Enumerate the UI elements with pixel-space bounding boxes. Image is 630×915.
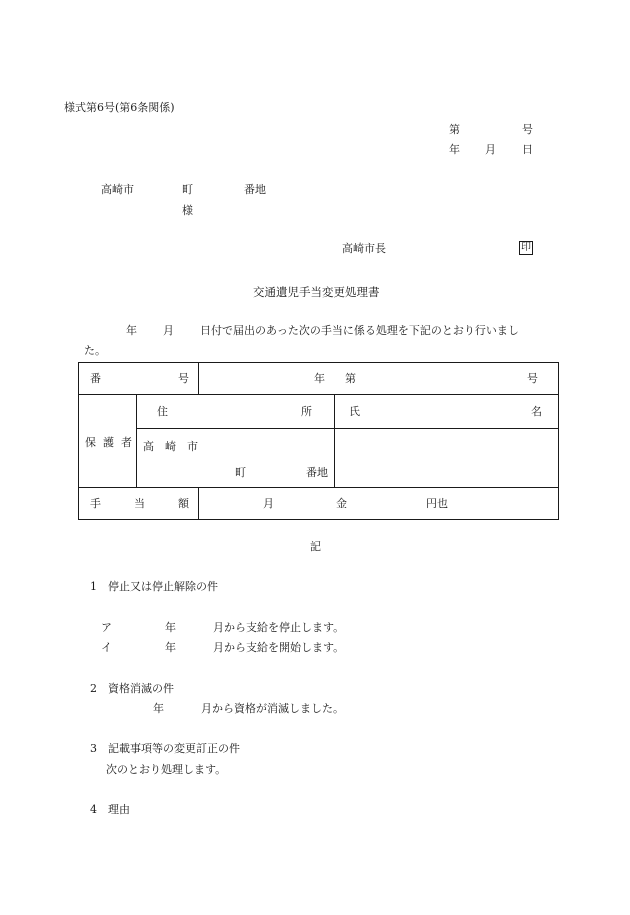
table-row-number <box>79 363 559 395</box>
name-header-cell <box>335 395 559 429</box>
number-year: 年 <box>314 372 325 385</box>
name-value-cell <box>335 429 559 488</box>
guardian-label-sha: 者 <box>121 435 132 449</box>
addressee-town: 町 <box>182 183 193 196</box>
name-header-shi: 氏 <box>349 405 360 418</box>
address-header-cell <box>137 395 335 429</box>
guardian-label-cell <box>79 395 137 488</box>
issuer-seal <box>519 241 533 255</box>
number-go: 号 <box>527 372 538 385</box>
item1-i-year: 年 <box>165 641 176 654</box>
guardian-label-go: 護 <box>103 435 114 449</box>
intro-text-line1: 日付で届出のあった次の手当に係る処理を下記のとおり行いまし <box>200 324 519 337</box>
date-day: 日 <box>522 143 533 156</box>
amount-label-gaku: 額 <box>178 497 189 510</box>
number-label-go: 号 <box>178 372 189 385</box>
addressee-city: 高崎市 <box>101 183 134 196</box>
item1-a-year: 年 <box>165 621 176 634</box>
amount-label-te: 手 <box>90 497 101 510</box>
item1-a-text: 月から支給を停止します。 <box>213 621 345 634</box>
item1-i-mark: イ <box>101 641 112 654</box>
address-header-sho: 所 <box>301 405 312 418</box>
item4-heading: 4 理由 <box>90 803 130 816</box>
name-header-mei: 名 <box>531 405 542 418</box>
item2-year: 年 <box>153 702 164 715</box>
addressee-honorific: 様 <box>182 204 193 217</box>
item1-i-text: 月から支給を開始します。 <box>213 641 345 654</box>
issuer-title: 高崎市長 <box>342 242 386 255</box>
table-row-amount <box>79 488 559 520</box>
intro-month: 月 <box>163 324 174 337</box>
doc-number-dai: 第 <box>449 123 460 136</box>
amount-kin: 金 <box>336 497 347 510</box>
table-row-address <box>79 429 559 488</box>
address-value-cell <box>137 429 335 488</box>
form-number: 様式第6号(第6条関係) <box>64 101 175 114</box>
table-row-headers <box>79 395 559 429</box>
item2-heading: 2 資格消滅の件 <box>90 682 174 695</box>
document-title: 交通遺児手当変更処理書 <box>253 285 380 299</box>
seal-mark: 印 <box>521 242 531 253</box>
item3-heading: 3 記載事項等の変更訂正の件 <box>90 742 240 755</box>
doc-number-go: 号 <box>522 123 533 136</box>
number-label-ban: 番 <box>90 372 101 385</box>
addressee-banchi: 番地 <box>244 183 266 196</box>
address-header-ju: 住 <box>157 405 168 418</box>
item2-text: 月から資格が消滅しました。 <box>201 702 344 715</box>
date-year: 年 <box>449 143 460 156</box>
form-table <box>78 362 559 520</box>
intro-text-line2: た。 <box>84 344 106 357</box>
amount-label-cell <box>79 488 199 520</box>
date-month: 月 <box>485 143 496 156</box>
item1-heading: 1 停止又は停止解除の件 <box>90 580 218 593</box>
guardian-label-ho: 保 <box>85 435 96 449</box>
amount-month: 月 <box>263 497 274 510</box>
ki-heading: 記 <box>310 540 321 553</box>
intro-year: 年 <box>126 324 137 337</box>
address-banchi: 番地 <box>306 466 328 479</box>
item1-a-mark: ア <box>101 621 112 634</box>
number-dai: 第 <box>345 372 356 385</box>
amount-yen: 円也 <box>426 497 448 510</box>
amount-value-cell <box>199 488 559 520</box>
address-city: 高 崎 市 <box>143 440 198 453</box>
address-town: 町 <box>235 466 246 479</box>
amount-label-to: 当 <box>134 497 145 510</box>
number-value-cell <box>199 363 559 395</box>
number-label-cell <box>79 363 199 395</box>
item3-text: 次のとおり処理します。 <box>106 763 227 776</box>
